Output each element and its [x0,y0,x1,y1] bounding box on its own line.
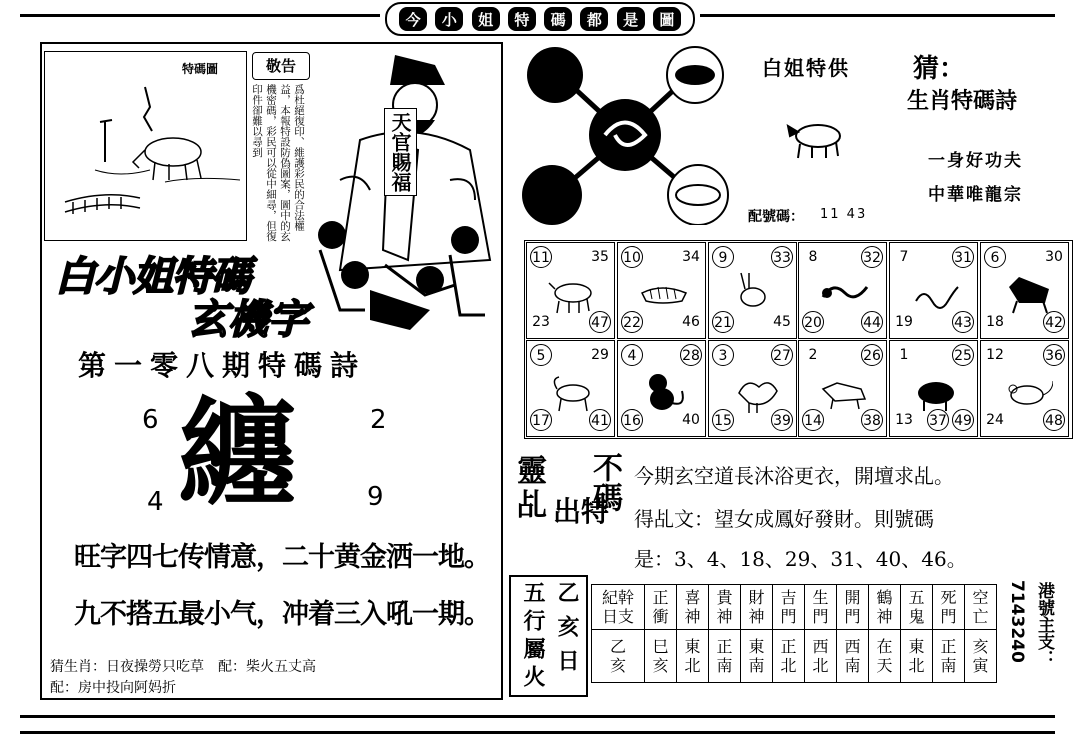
almanac-value-text: 正南 [716,637,733,675]
almanac-value-text: 在天 [876,637,893,675]
zodiac-number: 8 [808,249,818,265]
almanac-value-text: 巳亥 [652,637,669,675]
zodiac-number: 21 [712,311,734,333]
almanac-header-text: 生門 [812,588,829,626]
zodiac-number: 27 [771,344,793,366]
almanac-header-cell [645,585,677,630]
corner-number-tr: 2 [370,405,387,435]
zodiac-number: 11 [530,246,552,268]
almanac-value-text: 西北 [812,637,829,675]
guess-label: 猜： [913,54,966,84]
almanac-header-cell [965,585,997,630]
zodiac-number: 26 [861,344,883,366]
almanac-header-text: 紀幹日支 [601,588,634,626]
almanac-header-cell [773,585,805,630]
zodiac-number: 48 [1043,409,1065,431]
masthead-banner [385,2,695,36]
almanac-value-cell [933,630,965,683]
almanac-value-text: 東北 [908,637,925,675]
almanac-value-cell [965,630,997,683]
zodiac-number: 18 [986,314,1004,330]
banner-char: 是 [617,7,645,31]
corner-number-tl: 6 [142,405,159,435]
zodiac-number: 7 [899,249,909,265]
zodiac-number: 15 [712,409,734,431]
zodiac-number: 19 [895,314,913,330]
hk-label: 港號主支： [1034,582,1054,667]
almanac-value-cell [592,630,645,683]
match-label: 配號碼： [748,209,804,225]
oracle-heading-left: 靈乩 [517,454,547,523]
oracle-text-3: 是：3、4、18、29、31、40、46。 [634,547,967,571]
banner-char: 今 [399,7,427,31]
almanac-value-text: 正北 [780,637,797,675]
almanac-header-cell [933,585,965,630]
almanac-value-cell [645,630,677,683]
hk-number: 7143240 [1007,580,1027,663]
zodiac-number: 20 [802,311,824,333]
zodiac-number: 3 [712,344,734,366]
zodiac-number: 49 [952,409,974,431]
poem-issue-heading: 第一零八期特碼詩 [78,349,367,382]
match-numbers: 11 43 [820,207,868,222]
zodiac-number: 31 [952,246,974,268]
special-chart-title: 特碼圖 [182,62,219,76]
almanac-value-cell [837,630,869,683]
corner-number-bl: 4 [147,487,164,517]
poem-line-2: 九不搭五最小气，冲着三入吼一期。 [74,599,490,630]
poem-line-b: 中華唯龍宗 [928,185,1023,205]
footer-clue-1: 猜生肖：日夜操勞只吃草 配：柴火五丈高 [50,659,316,675]
zodiac-grid-border [524,240,1073,439]
almanac-value-cell [869,630,901,683]
zodiac-molecule-illustration [520,45,735,225]
wuxing-ganzhi: 乙亥日 [554,581,579,683]
almanac-header-cell [901,585,933,630]
almanac-header-text: 鶴神 [876,588,893,626]
provider-label: 白姐特供 [762,56,850,80]
zodiac-poem-title: 生肖特碼詩 [907,88,1018,114]
zodiac-number: 37 [927,409,949,431]
almanac-header-text: 貴神 [716,588,733,626]
bottom-rule-2 [20,731,1055,734]
zodiac-number: 42 [1043,311,1065,333]
oracle-text-1: 今期玄空道長沐浴更衣，開壇求乩。 [634,464,954,488]
banner-char: 都 [580,7,608,31]
oracle-heading-right: 不碼 [587,452,622,512]
banner-char: 姐 [472,7,500,31]
zodiac-number: 2 [808,347,818,363]
zodiac-number: 22 [621,311,643,333]
oracle-text-2: 得乩文：望女成鳳好發財。則號碼 [634,507,934,531]
zodiac-number: 43 [952,311,974,333]
banner-char: 小 [435,7,463,31]
god-banner-text: 天官賜福 [384,108,417,196]
almanac-header-cell [677,585,709,630]
ox-icon [784,112,848,162]
almanac-value-cell [773,630,805,683]
banner-char: 碼 [544,7,572,31]
almanac-header-text: 吉門 [780,588,797,626]
almanac-value-text: 東南 [748,637,765,675]
oracle-heading-mid: 出特 [553,495,610,528]
top-rule-right [700,14,1055,17]
almanac-header-cell [709,585,741,630]
almanac-value-text: 乙亥 [609,637,626,675]
notice-text: 爲杜絕復印、維護彩民的合法權益，本報特設防偽圖案，圖中的玄機密碼，彩民可以從中細尋，但復印件卻難以尋到 [251,84,305,242]
zodiac-number: 16 [621,409,643,431]
almanac-value-text: 亥寅 [972,637,989,675]
zodiac-number: 24 [986,412,1004,428]
zodiac-number: 4 [621,344,643,366]
almanac-value-cell [709,630,741,683]
almanac-header-cell [869,585,901,630]
zodiac-number: 1 [899,347,909,363]
almanac-value-row [592,630,997,683]
zodiac-number: 33 [771,246,793,268]
poem-line-1: 旺字四七传情意，二十黄金洒一地。 [74,542,490,573]
poem-line-a: 一身好功夫 [928,151,1023,171]
zodiac-number: 29 [591,347,609,363]
zodiac-number: 36 [1043,344,1065,366]
zodiac-number: 35 [591,249,609,265]
corner-number-br: 9 [367,482,384,512]
ox-sketch-illustration [45,52,245,238]
banner-char: 特 [508,7,536,31]
zodiac-number: 32 [861,246,883,268]
zodiac-number: 13 [895,412,913,428]
zodiac-number: 28 [680,344,702,366]
zodiac-number: 44 [861,311,883,333]
zodiac-number: 40 [682,412,700,428]
almanac-header-text: 喜神 [684,588,701,626]
zodiac-number: 46 [682,314,700,330]
zodiac-number: 30 [1045,249,1063,265]
wuxing-label: 五行屬火 [520,581,545,693]
almanac-header-cell [837,585,869,630]
zodiac-number: 45 [773,314,791,330]
almanac-header-cell [741,585,773,630]
special-chart-box [44,51,247,241]
bottom-rule-1 [20,715,1055,718]
almanac-header-text: 開門 [844,588,861,626]
zodiac-number: 9 [712,246,734,268]
almanac-value-cell [901,630,933,683]
banner-char: 圖 [653,7,681,31]
brand-line-1: 白小姐特碼 [55,254,250,300]
almanac-header-text: 空亡 [972,588,989,626]
zodiac-number: 10 [621,246,643,268]
almanac-header-text: 財神 [748,588,765,626]
zodiac-number: 14 [802,409,824,431]
zodiac-number: 25 [952,344,974,366]
zodiac-number: 17 [530,409,552,431]
brand-line-2: 玄機字 [188,297,308,343]
top-rule-left [20,14,380,17]
almanac-value-cell [741,630,773,683]
almanac-header-cell [592,585,645,630]
riddle-big-character: 纏 [178,383,297,522]
almanac-header-row [592,585,997,630]
zodiac-number: 23 [532,314,550,330]
zodiac-number: 6 [984,246,1006,268]
zodiac-number: 41 [589,409,611,431]
almanac-value-text: 東北 [684,637,701,675]
almanac-value-text: 正南 [940,637,957,675]
almanac-header-text: 死門 [940,588,957,626]
zodiac-number: 38 [861,409,883,431]
footer-clue-2: 配：房中投向阿妈折 [50,680,176,696]
almanac-value-cell [677,630,709,683]
almanac-header-cell [805,585,837,630]
almanac-header-text: 正衝 [652,588,669,626]
zodiac-number: 5 [530,344,552,366]
wuxing-box [509,575,588,697]
almanac-value-cell [805,630,837,683]
almanac-header-text: 五鬼 [908,588,925,626]
zodiac-number: 47 [589,311,611,333]
zodiac-number: 12 [986,347,1004,363]
almanac-value-text: 西南 [844,637,861,675]
zodiac-number: 39 [771,409,793,431]
almanac-table [591,584,997,683]
zodiac-number: 34 [682,249,700,265]
notice-title: 敬告 [252,52,310,80]
